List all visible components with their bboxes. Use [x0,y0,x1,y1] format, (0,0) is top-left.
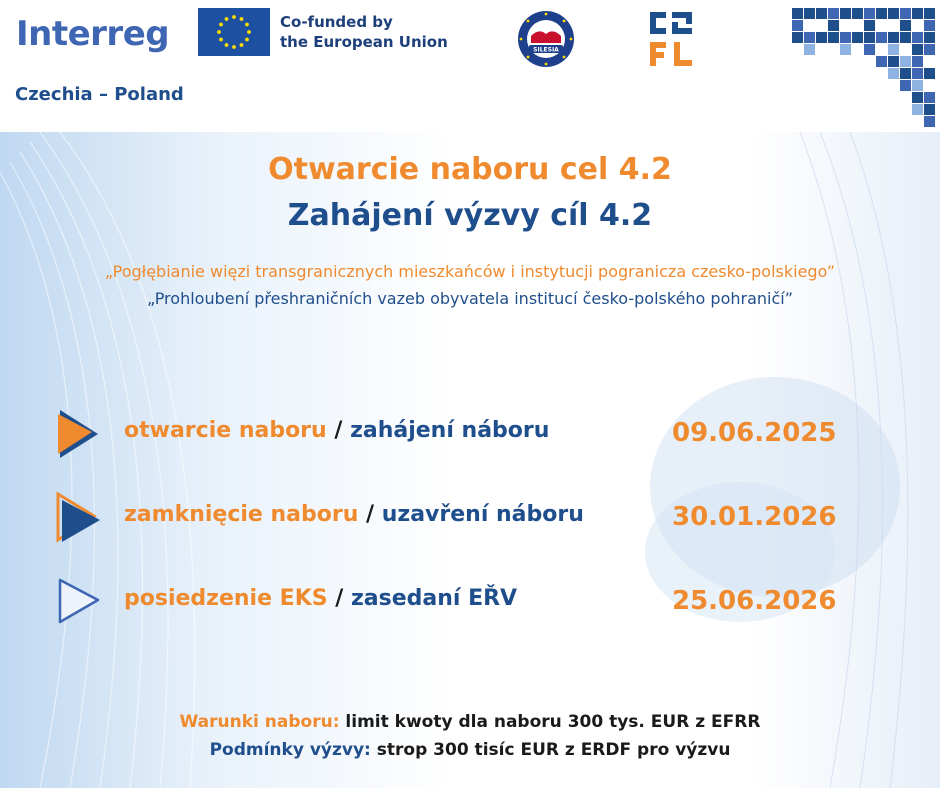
pixel-block [840,8,851,19]
pixel-block [888,44,899,55]
eu-star-icon [225,43,229,47]
pixel-block [912,68,923,79]
pixel-block [912,8,923,19]
pixel-art-logo [790,4,940,132]
pixel-block [912,80,923,91]
header-bar [0,0,940,132]
pixel-block [900,56,911,67]
pixel-block [828,20,839,31]
subtitle-polish: „Pogłębianie więzi transgranicznych mieszkańców i instytucji pogranicza czesko-polskiego” [104,262,836,281]
pixel-block [912,92,923,103]
pixel-block [924,68,935,79]
pixel-block [924,32,935,43]
pixel-block [888,56,899,67]
pixel-block [888,32,899,43]
pixel-block [816,8,827,19]
play-icon-navy [54,488,102,544]
title-polish: Otwarcie naboru cel 4.2 [268,152,672,187]
pixel-block [924,116,935,127]
schedule-separator: / [358,502,382,527]
pixel-block [924,104,935,115]
eu-star-icon [240,43,244,47]
pixel-block [840,44,851,55]
pixel-block [912,104,923,115]
schedule-label-pl: posiedzenie EKS [124,586,328,611]
eu-star-icon [245,23,249,27]
conditions-text-cz: strop 300 tisíc EUR z ERDF pro výzvu [370,740,731,760]
pixel-block [888,8,899,19]
pixel-block [876,8,887,19]
conditions-text-pl: limit kwoty dla naboru 300 tys. EUR z EFRR [339,712,761,732]
subtitle-czech: „Prohloubení přeshraničních vazeb obyvatela institucí česko-polského pohraničí” [146,289,794,308]
eu-star-icon [217,30,221,34]
silesia-text: SILESIA [533,46,559,54]
pixel-block [840,32,851,43]
pixel-block [864,8,875,19]
schedule-label-cz: zahájení náboru [350,418,550,443]
schedule-date-open: 09.06.2025 [672,418,837,448]
conditions-label-cz: Podmínky výzvy: [209,740,371,760]
schedule-row-meeting [124,586,517,611]
pixel-block [900,32,911,43]
pixel-block [900,20,911,31]
pixel-block [792,8,803,19]
pixel-block [924,8,935,19]
region-label: Czechia – Poland [15,84,184,105]
pixel-block [828,8,839,19]
play-icon-outline [54,572,102,628]
pixel-block [864,44,875,55]
pixel-block [804,8,815,19]
schedule-separator: / [327,586,351,611]
conditions-polish [0,712,940,732]
schedule-label-pl: zamknięcie naboru [124,502,359,527]
pixel-block [888,68,899,79]
interreg-logo: Interreg [16,14,170,54]
pixel-block [900,68,911,79]
pixel-block [876,32,887,43]
conditions-czech [0,740,940,760]
schedule-row-open [124,418,549,443]
pixel-block [876,56,887,67]
pixel-block [804,32,815,43]
schedule-row-close [124,502,584,527]
eu-star-icon [240,17,244,21]
cz-pl-programme-logo [650,12,700,68]
pixel-block [852,8,863,19]
pixel-block [924,92,935,103]
pixel-block [912,56,923,67]
title-czech: Zahájení výzvy cíl 4.2 [287,198,653,233]
pixel-block [852,32,863,43]
schedule-label-cz: uzavření náboru [381,502,584,527]
eu-star-icon [219,38,223,42]
pixel-block [792,20,803,31]
eu-cofunded-text [280,12,448,52]
pixel-block [816,32,827,43]
eu-flag-icon [198,8,270,56]
conditions-label-pl: Warunki naboru: [179,712,340,732]
schedule-date-close: 30.01.2026 [672,502,837,532]
schedule-date-meeting: 25.06.2026 [672,586,837,616]
pixel-block [804,44,815,55]
silesia-euroregion-logo [517,10,575,68]
pixel-block [828,32,839,43]
pixel-block [900,8,911,19]
schedule-label-pl: otwarcie naboru [124,418,327,443]
pixel-block [900,80,911,91]
schedule-label-cz: zasedaní EŘV [350,586,518,611]
eu-star-icon [219,23,223,27]
eu-star-icon [232,15,236,19]
eu-star-icon [232,45,236,49]
eu-star-icon [225,17,229,21]
pixel-block [912,32,923,43]
pixel-block [924,20,935,31]
eu-line2: the European Union [280,33,448,51]
pixel-block [924,44,935,55]
eu-star-icon [247,30,251,34]
play-icon-orange [54,404,102,460]
pixel-block [792,32,803,43]
schedule-separator: / [326,418,351,443]
pixel-block [864,32,875,43]
pixel-block [912,44,923,55]
pixel-block [864,20,875,31]
eu-line1: Co-funded by [280,13,393,31]
eu-star-icon [245,38,249,42]
